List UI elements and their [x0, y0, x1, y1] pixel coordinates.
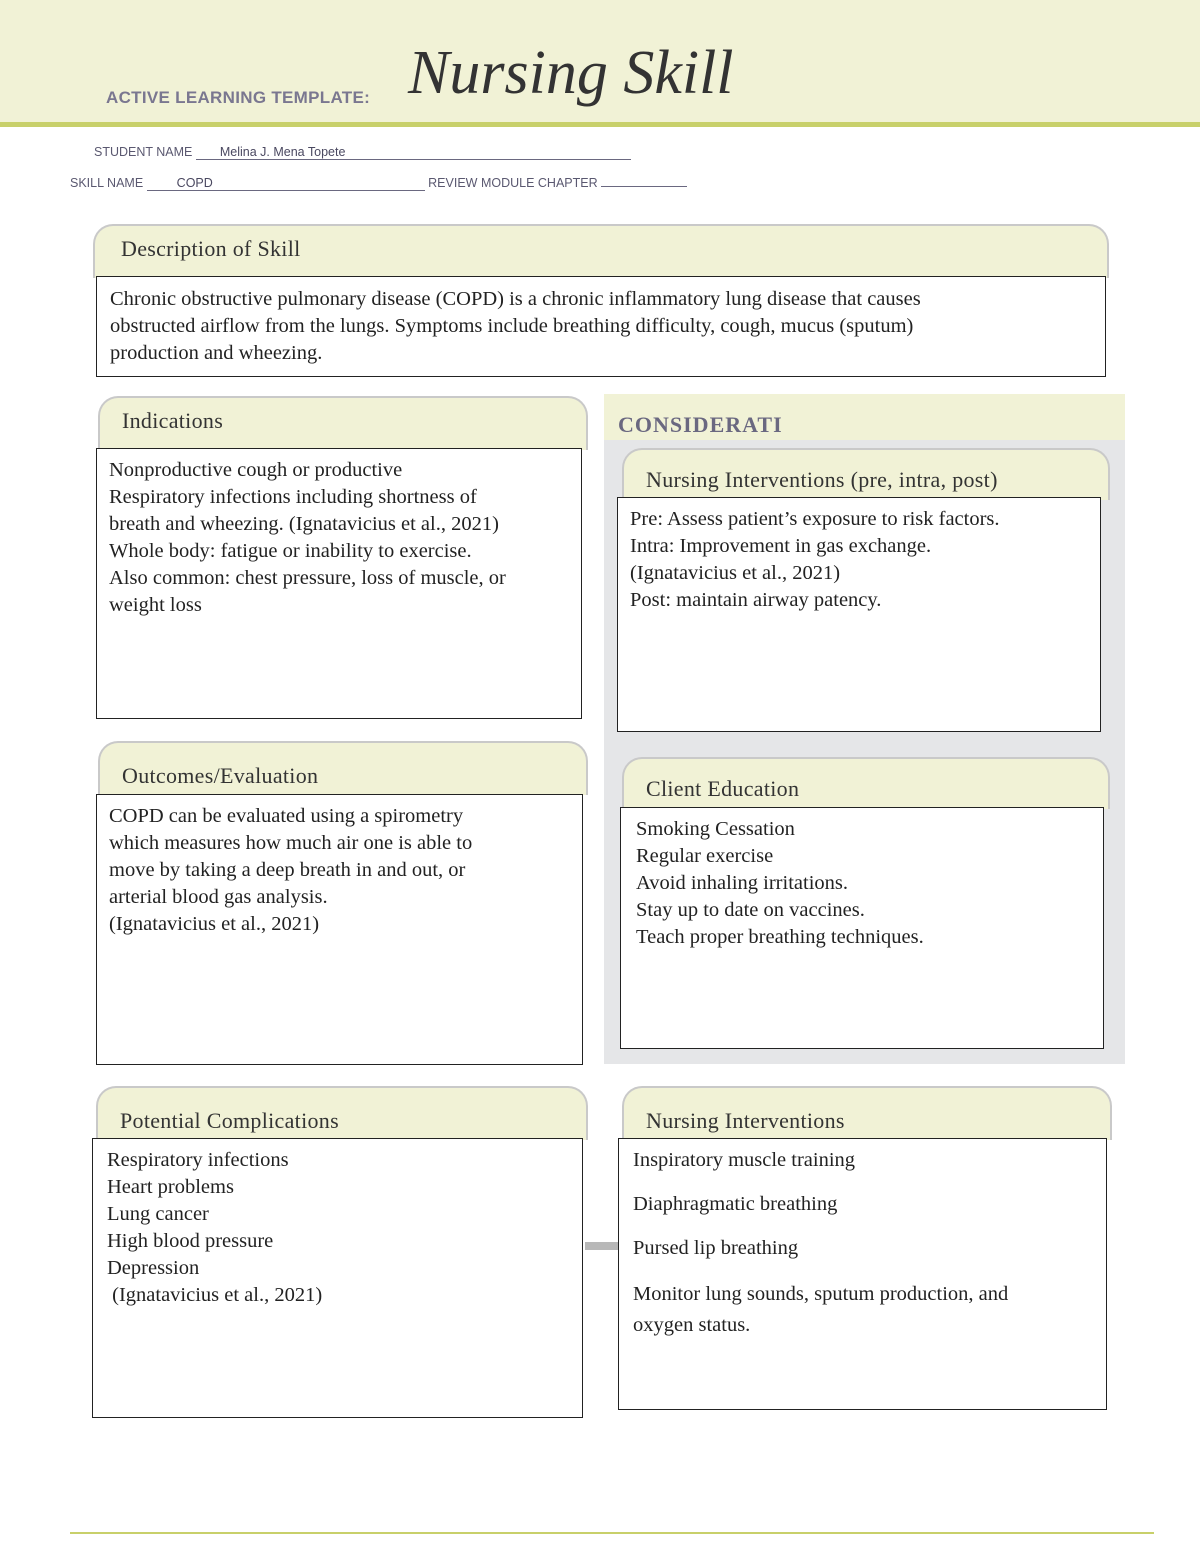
footer-divider: [70, 1532, 1154, 1534]
client-education-line: Regular exercise: [636, 845, 774, 867]
complications-line: (Ignatavicius et al., 2021): [107, 1284, 323, 1306]
client-education-box[interactable]: [620, 807, 1104, 1049]
outcomes-line: (Ignatavicius et al., 2021): [109, 913, 320, 935]
description-line: production and wheezing.: [110, 342, 323, 364]
student-name-label: STUDENT NAME: [94, 145, 193, 159]
indications-line: Nonproductive cough or productive: [109, 459, 403, 481]
review-module-label: REVIEW MODULE CHAPTER: [428, 176, 598, 190]
indications-line: Whole body: fatigue or inability to exercise.: [109, 540, 472, 562]
complications-line: Lung cancer: [107, 1203, 209, 1225]
template-title: Nursing Skill: [408, 39, 734, 107]
client-education-line: Smoking Cessation: [636, 818, 795, 840]
nursing-interventions-pip-title: Nursing Interventions (pre, intra, post): [646, 467, 998, 492]
description-title: Description of Skill: [121, 236, 301, 261]
nursing-interventions-line: Pursed lip breathing: [633, 1237, 799, 1259]
complications-line: Depression: [107, 1257, 200, 1279]
description-line: Chronic obstructive pulmonary disease (COPD) is a chronic inflammatory lung disease that causes: [110, 288, 921, 310]
nursing-interventions-line: Monitor lung sounds, sputum production, and: [633, 1283, 1009, 1305]
skill-name-field[interactable]: [147, 176, 425, 191]
complications-title: Potential Complications: [120, 1108, 339, 1133]
description-line: obstructed airflow from the lungs. Symptoms include breathing difficulty, cough, mucus (sputum): [110, 315, 914, 337]
template-label: ACTIVE LEARNING TEMPLATE:: [106, 88, 371, 107]
outcomes-title: Outcomes/Evaluation: [122, 763, 319, 788]
indications-line: breath and wheezing. (Ignatavicius et al., 2021): [109, 513, 499, 535]
client-education-line: Avoid inhaling irritations.: [636, 872, 848, 894]
considerations-title: CONSIDERATI: [618, 412, 783, 437]
description-panel: [93, 224, 1109, 278]
outcomes-line: arterial blood gas analysis.: [109, 886, 328, 908]
skill-name-label: SKILL NAME: [70, 176, 144, 190]
complications-panel: [96, 1086, 588, 1140]
header-divider: [0, 122, 1200, 127]
nursing-interventions-line: Diaphragmatic breathing: [633, 1193, 838, 1215]
indications-box[interactable]: [96, 448, 582, 719]
client-education-panel: [622, 757, 1110, 809]
indications-line: Respiratory infections including shortness of: [109, 486, 477, 508]
student-name-field[interactable]: [196, 145, 631, 160]
indications-title: Indications: [122, 408, 224, 433]
outcomes-line: which measures how much air one is able to: [109, 832, 473, 854]
complications-line: Respiratory infections: [107, 1149, 289, 1171]
outcomes-line: move by taking a deep breath in and out, or: [109, 859, 466, 881]
student-name-row: [94, 145, 631, 160]
nursing-interventions-box[interactable]: [618, 1138, 1107, 1410]
indications-line: weight loss: [109, 594, 202, 616]
review-module-field[interactable]: [601, 186, 687, 187]
skill-name-row: [70, 176, 687, 191]
complications-line: Heart problems: [107, 1176, 234, 1198]
client-education-title: Client Education: [646, 776, 800, 801]
skill-name-value: COPD: [176, 176, 213, 190]
nursing-interventions-pip-line: Post: maintain airway patency.: [630, 589, 882, 611]
client-education-line: Stay up to date on vaccines.: [636, 899, 865, 921]
indications-line: Also common: chest pressure, loss of muscle, or: [109, 567, 506, 589]
complications-box[interactable]: [92, 1138, 583, 1418]
nursing-interventions-pip-line: (Ignatavicius et al., 2021): [630, 562, 841, 584]
nursing-interventions-title: Nursing Interventions: [646, 1108, 845, 1133]
description-box[interactable]: [96, 276, 1106, 377]
nursing-interventions-line: Inspiratory muscle training: [633, 1149, 856, 1171]
connector-bar: [585, 1242, 621, 1250]
client-education-line: Teach proper breathing techniques.: [636, 926, 924, 948]
nursing-interventions-pip-box[interactable]: [617, 497, 1101, 732]
nursing-interventions-pip-line: Intra: Improvement in gas exchange.: [630, 535, 932, 557]
student-name-value: Melina J. Mena Topete: [219, 145, 346, 159]
outcomes-box[interactable]: [96, 794, 583, 1065]
nursing-interventions-pip-line: Pre: Assess patient’s exposure to risk factors.: [630, 508, 1000, 530]
complications-line: High blood pressure: [107, 1230, 274, 1252]
outcomes-line: COPD can be evaluated using a spirometry: [109, 805, 464, 827]
outcomes-panel: [98, 741, 588, 795]
indications-panel: [98, 396, 588, 450]
nursing-interventions-panel: [622, 1086, 1112, 1140]
nursing-interventions-pip-panel: [622, 448, 1110, 500]
nursing-interventions-line: oxygen status.: [633, 1314, 751, 1336]
